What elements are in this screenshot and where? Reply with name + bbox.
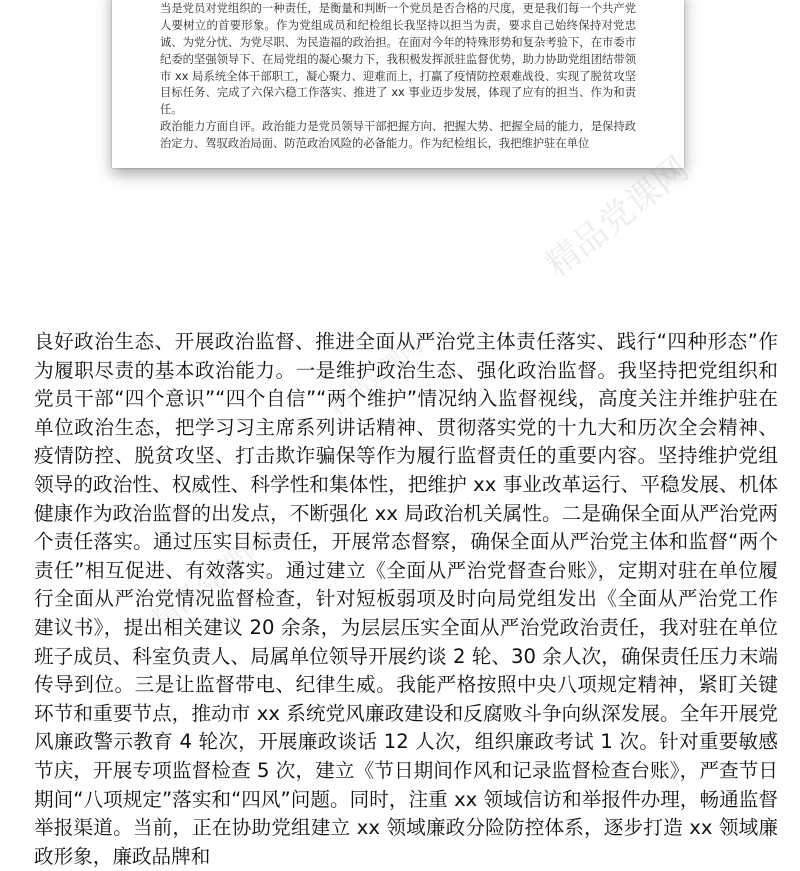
watermark-text: 精品党课网 [145,525,277,638]
watermark-text: 精品党课网 [537,149,697,286]
watermark-text: 精品党课网 [325,333,428,421]
preview-paragraph: 政治能力方面自评。政治能力是党员领导干部把握方向、把握大势、把握全局的能力，是保持政治定力、驾驭政治局面、防范政治风险的必备能力。作为纪检组长，我把维护驻在单位 [160,120,636,151]
body-paragraph: 良好政治生态、开展政治监督、推进全面从严治党主体责任落实、践行“四种形态”作为履职尽责的基本政治能力。一是维护政治生态、强化政治监督。我坚持把党组织和党员干部“四个意识”“四个自信”“两个维护”情况纳入监督视线，高度关注并维护驻在单位政治生态，把学习习主席系列讲话精神、贯彻落实党的十九大和历次全会精神、疫情防控、脱贫攻坚、打击欺诈骗保等作为履行监督责任的重要内容。坚持维护党组领导的政治性、权威性、科学性和集体性，把维护 xx 事业改革运行、平稳发展、机体健康作为政治监督的出发点，不断强化 xx 局政治机关属性。二是确保全面从严治党两个责任落实。通过压实目标责任，开展常态督察，确保全面从严治党主体和监督“两个责任”相互促进、有效落实。通过建立《全面从严治党督查台账》，定期对驻在单位履行全面从严治党情况监督检查，针对短板弱项及时向局党组发出《全面从严治党工作建议书》，提出相关建议 20 余条，为层层压实全面从严治党政治责任，我对驻在单位班子成员、科室负责人、局属单位领导开展约谈 2 轮、30 余人次，确保责任压力末端传导到位。三是让监督带电、纪律生威。我能严格按照中央八项规定精神，紧盯关键环节和重要节点，推动市 xx 系统党风廉政建设和反腐败斗争向纵深发展。全年开展党风廉政警示教育 4 轮次，开展廉政谈话 12 人次，组织廉政考试 1 次。针对重要敏感节庆，开展专项监督检查 5 次，建立《节日期间作风和记录监督检查台账》，严查节日期间“八项规定”落实和“四风”问题。同时，注重 xx 领域信访和举报件办理，畅通监督举报渠道。当前，正在协助党组建立 xx 领域廉政分险防控体系，逐步打造 xx 领域廉政形象，廉政品牌和 [34,330,778,868]
preview-paragraph: 当是党员对党组织的一种责任，是衡量和判断一个党员是否合格的尺度，更是我们每一个共产党人要树立的首要形象。作为党组成员和纪检组长我坚持以担当为责，要求自己始终保持对党忠诚、为党分忧、为党尽职、为民造福的政治担。在面对今年的特殊形势和复杂考验下，在市委市纪委的坚强领导下、在局党组的凝心聚力下，我积极发挥派驻监督优势，助力协助党组团结带领市 xx 局系统全体干部职工，凝心聚力、迎难而上，打赢了疫情防控艰难战役、实现了脱贫攻坚目标任务、完成了六保六稳工作落实、推进了 xx 事业迈步发展，体现了应有的担当、作为和责任。 [160,1,636,117]
document-preview-card [112,0,684,168]
preview-text [160,0,636,153]
